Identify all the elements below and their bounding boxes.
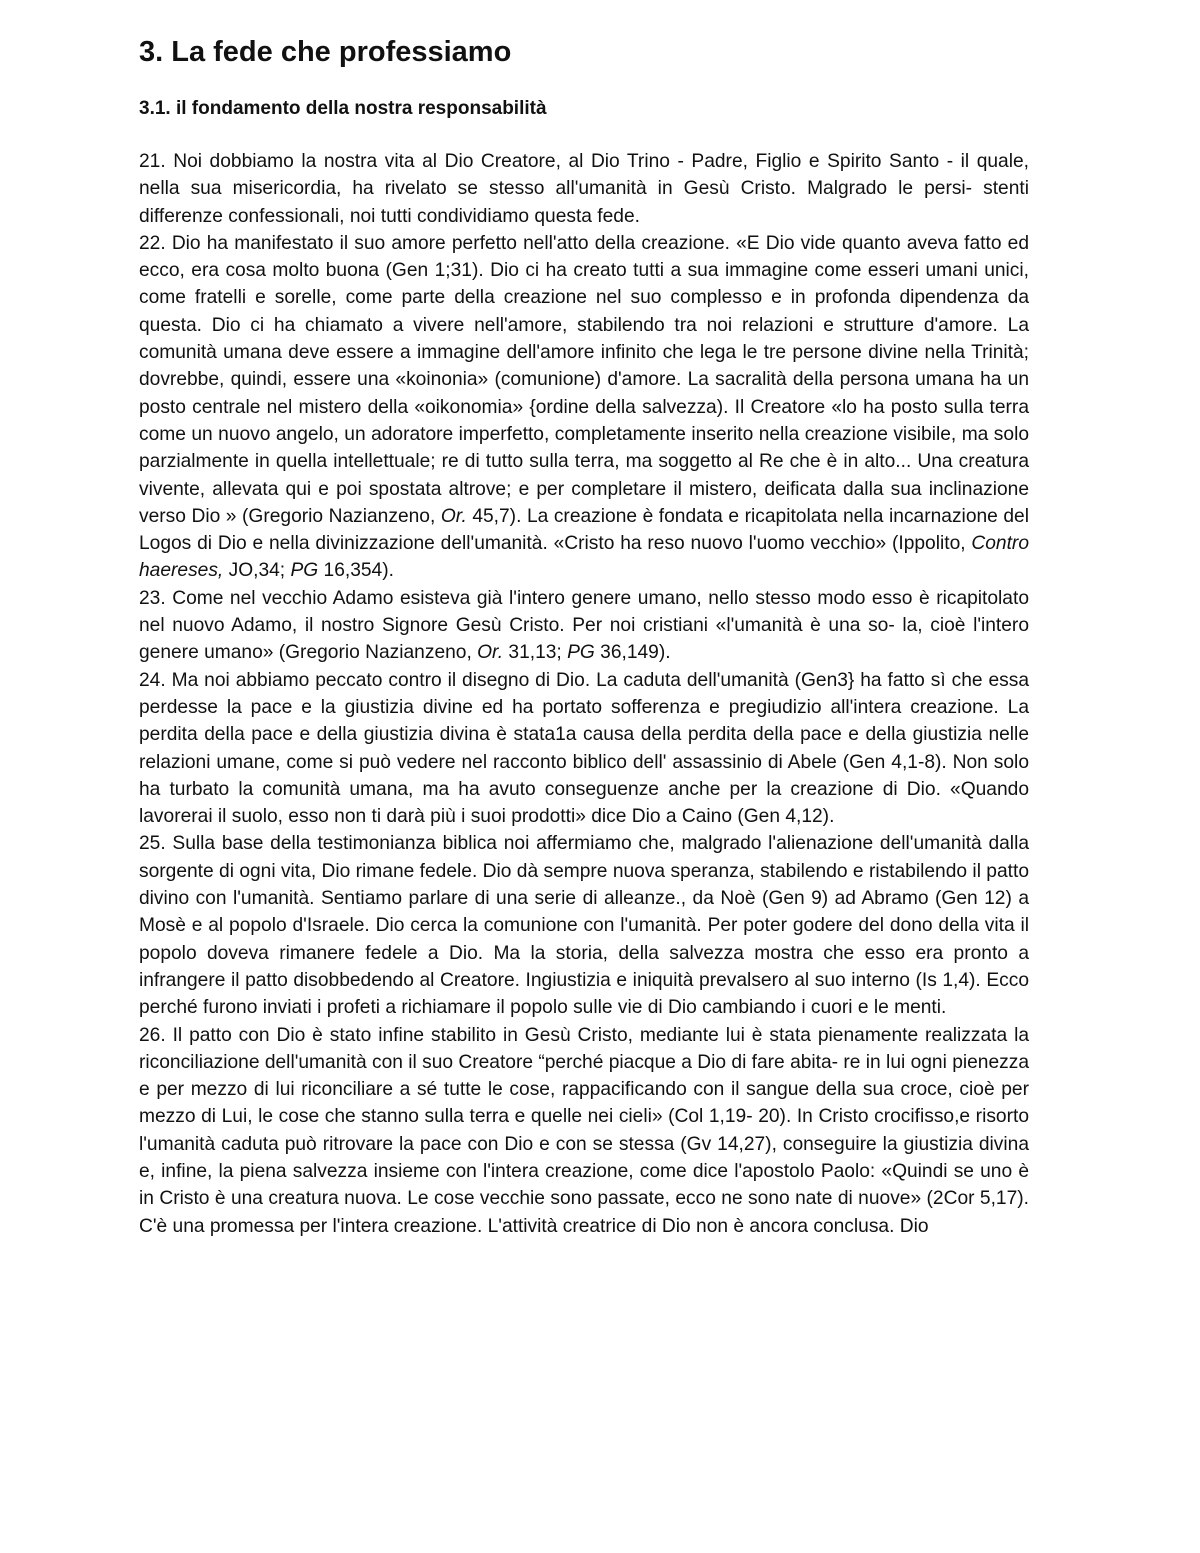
document-body <box>139 148 1029 1240</box>
paragraph-text: 16,354). <box>318 560 394 582</box>
paragraph-26 <box>139 1022 1029 1240</box>
paragraph-21 <box>139 148 1029 230</box>
paragraph-24 <box>139 667 1029 831</box>
paragraph-text: 24. Ma noi abbiamo peccato contro il disegno di Dio. La caduta dell'umanità (Gen3} ha fatto sì che essa perdesse la pace e la giustizia divine ed ha portato sofferenza e pregiudizio all'intera creazione. La perdita della pace e della giustizia divina è stata1a causa della perdita della pace e della giustizia nelle relazioni umane, come si può vedere nel racconto biblico dell' assassinio di Abele (Gen 4,1-8). Non solo ha turbato la comunità umana, ma ha avuto conseguenze anche per la creazione di Dio. «Quando lavorerai il suolo, esso non ti darà più i suoi prodotti» dice Dio a Caino (Gen 4,12). <box>139 669 1029 828</box>
paragraph-text: 31,13; <box>503 642 568 664</box>
paragraph-text: 25. Sulla base della testimonianza biblica noi affermiamo che, malgrado l'alienazione dell'umanità dalla sorgente di ogni vita, Dio rimane fedele. Dio dà sempre nuova speranza, stabilendo e ristabilendo il patto divino con l'umanità. Sentiamo parlare di una serie di alleanze., da Noè (Gen 9) ad Abramo (Gen 12) a Mosè e al popolo d'Israele. Dio cerca la comunione con l'umanità. Per poter godere del dono della vita il popolo doveva rimanere fedele a Dio. Ma la storia, della salvezza mostra che esso era pronto a infrangere il patto disobbedendo al Creatore. Ingiustizia e iniquità prevalsero al suo interno (Is 1,4). Ecco perché furono inviati i profeti a richiamare il popolo sulle vie di Dio cambiando i cuori e le menti. <box>139 833 1029 1019</box>
paragraph-23 <box>139 585 1029 667</box>
paragraph-text: 22. Dio ha manifestato il suo amore perfetto nell'atto della creazione. «E Dio vide quanto aveva fatto ed ecco, era cosa molto buona (Gen 1;31). Dio ci ha creato tutti a sua immagine come esseri umani unici, come fratelli e sorelle, come parte della creazione nel suo complesso e in profonda dipendenza da questa. Dio ci ha chiamato a vivere nell'amore, stabilendo tra noi relazioni e strutture d'amore. La comunità umana deve essere a immagine dell'amore infinito che lega le tre persone divine nella Trinità; dovrebbe, quindi, essere una «koinonia» (comunione) d'amore. La sacralità della persona umana ha un posto centrale nel mistero della «oikonomia» {ordine della salvezza). Il Creatore «lo ha posto sulla terra come un nuovo angelo, un adoratore imperfetto, completamente inserito nella creazione visibile, ma solo parzialmente in quella intellettuale; re di tutto sulla terra, ma soggetto al Re che è in alto... Una creatura vivente, allevata qui e poi spostata altrove; e per completare il mistero, deificata dalla sua inclinazione verso Dio » (Gregorio Nazianzeno, <box>139 232 1029 527</box>
subsection-heading: 3.1. il fondamento della nostra responsabilità <box>139 98 547 119</box>
citation-italic: Or. <box>477 642 504 664</box>
paragraph-text: JO,34; <box>223 560 291 582</box>
paragraph-22 <box>139 230 1029 585</box>
paragraph-text: 45,7). La creazione è fondata e ricapitolata nella incarnazione del Logos di Dio e nella divinizzazione dell'umanità. «Cristo ha reso nuovo l'uomo vecchio» (Ippolito, <box>139 505 1029 555</box>
paragraph-25 <box>139 830 1029 1021</box>
citation-italic: PG <box>290 560 319 582</box>
citation-italic: Or. <box>440 505 467 527</box>
paragraph-text: 36,149). <box>594 642 671 664</box>
document-page <box>139 34 1029 1240</box>
citation-italic: PG <box>567 642 595 664</box>
paragraph-text: 23. Come nel vecchio Adamo esisteva già l'intero genere umano, nello stesso modo esso è ricapitolato nel nuovo Adamo, il nostro Signore Gesù Cristo. Per noi cristiani «l'umanità è una so- la, cioè l'intero genere umano» (Gregorio Nazianzeno, <box>139 587 1029 664</box>
paragraph-text: 26. Il patto con Dio è stato infine stabilito in Gesù Cristo, mediante lui è stata pienamente realizzata la riconciliazione dell'umanità con il suo Creatore “perché piacque a Dio di fare abita- re in lui ogni pienezza e per mezzo di lui riconciliare a sé tutte le cose, rappacificando con il sangue della sua croce, cioè per mezzo di Lui, le cose che stanno sulla terra e quelle nei cieli» (Col 1,19- 20). In Cristo crocifisso,e risorto l'umanità caduta può ritrovare la pace con Dio e con se stessa (Gv 14,27), conseguire la giustizia divina e, infine, la piena salvezza insieme con l'intera creazione, come dice l'apostolo Paolo: «Quindi se uno è in Cristo è una creatura nuova. Le cose vecchie sono passate, ecco ne sono nate di nuove» (2Cor 5,17). C'è una promessa per l'intera creazione. L'attività creatrice di Dio non è ancora conclusa. Dio <box>139 1024 1029 1237</box>
citation-italic: Contro haereses, <box>139 533 1029 582</box>
section-heading: 3. La fede che professiamo <box>139 36 512 68</box>
paragraph-text: 21. Noi dobbiamo la nostra vita al Dio Creatore, al Dio Trino - Padre, Figlio e Spirito Santo - il quale, nella sua misericordia, ha rivelato se stesso all'umanità in Gesù Cristo. Malgrado le persi- stenti differenze confessionali, noi tutti condividiamo questa fede. <box>139 151 1029 227</box>
